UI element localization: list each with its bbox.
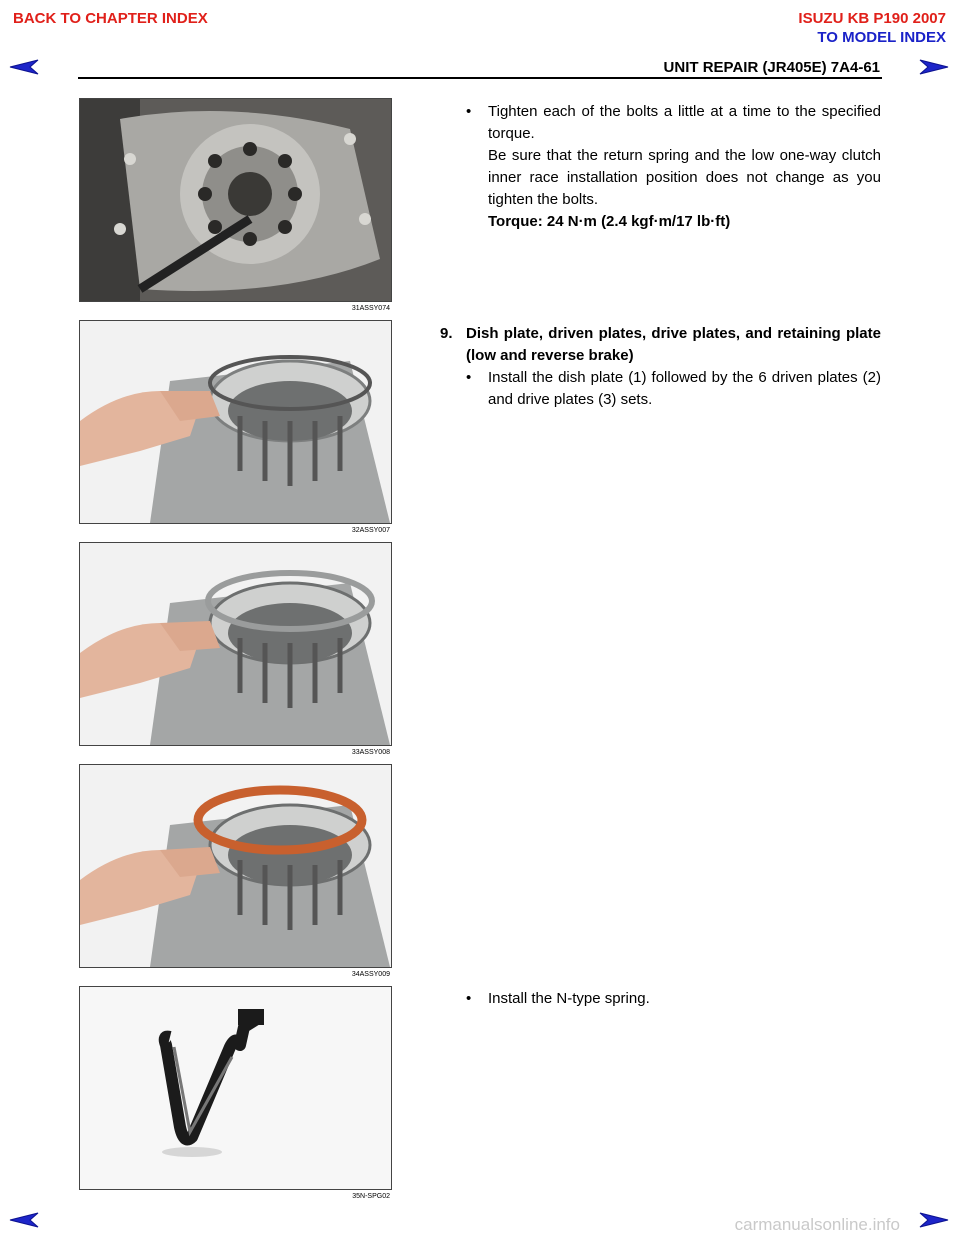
to-model-index-link[interactable]: TO MODEL INDEX (817, 29, 946, 46)
tighten-caution: Be sure that the return spring and the low one-way clutch inner race installation position does not change as you tighten the bolts. (488, 147, 881, 208)
back-to-chapter-index-link[interactable]: BACK TO CHAPTER INDEX (13, 10, 208, 27)
right-arrow-icon (918, 58, 950, 76)
figure-caption: 34ASSY009 (351, 971, 390, 978)
watermark-text: carmanualsonline.info (734, 1215, 900, 1234)
left-arrow-icon (8, 58, 40, 76)
next-page-arrow-bottom[interactable] (918, 1211, 950, 1234)
page-title: UNIT REPAIR (JR405E) 7A4-61 (663, 59, 880, 76)
figure-n-type-spring-photo (79, 986, 392, 1190)
step9-heading: Dish plate, driven plates, drive plates, and retaining plate (low and reverse brake) (466, 325, 881, 364)
left-arrow-icon (8, 1211, 40, 1229)
tighten-instruction: Tighten each of the bolts a little at a time to the specified torque. (488, 103, 881, 142)
prev-page-arrow[interactable] (8, 58, 40, 81)
torque-spec: Torque: 24 N·m (2.4 kgf·m/17 lb·ft) (488, 213, 731, 230)
prev-page-arrow-bottom[interactable] (8, 1211, 40, 1234)
figure-caption: 33ASSY008 (351, 749, 390, 756)
figure-caption: 35N-SPG02 (352, 1193, 390, 1200)
right-arrow-icon (918, 1211, 950, 1229)
bullet: • (466, 103, 472, 120)
bullet: • (466, 369, 472, 386)
bullet: • (466, 990, 472, 1007)
figure-bolt-tightening-photo (79, 98, 392, 302)
model-name-link[interactable]: ISUZU KB P190 2007 (798, 10, 946, 27)
step9-instruction: Install the dish plate (1) followed by the 6 driven plates (2) and drive plates (3) sets. (488, 369, 881, 408)
next-page-arrow[interactable] (918, 58, 950, 81)
figure-dish-plate-photo (79, 320, 392, 524)
figure-caption: 32ASSY007 (351, 527, 390, 534)
figure-driven-plate-photo (79, 542, 392, 746)
header-rule (78, 77, 882, 79)
figure-caption: 31ASSY074 (351, 305, 390, 312)
figure-drive-plate-photo (79, 764, 392, 968)
step-number: 9. (440, 325, 453, 342)
spring-instruction: Install the N-type spring. (488, 990, 650, 1007)
